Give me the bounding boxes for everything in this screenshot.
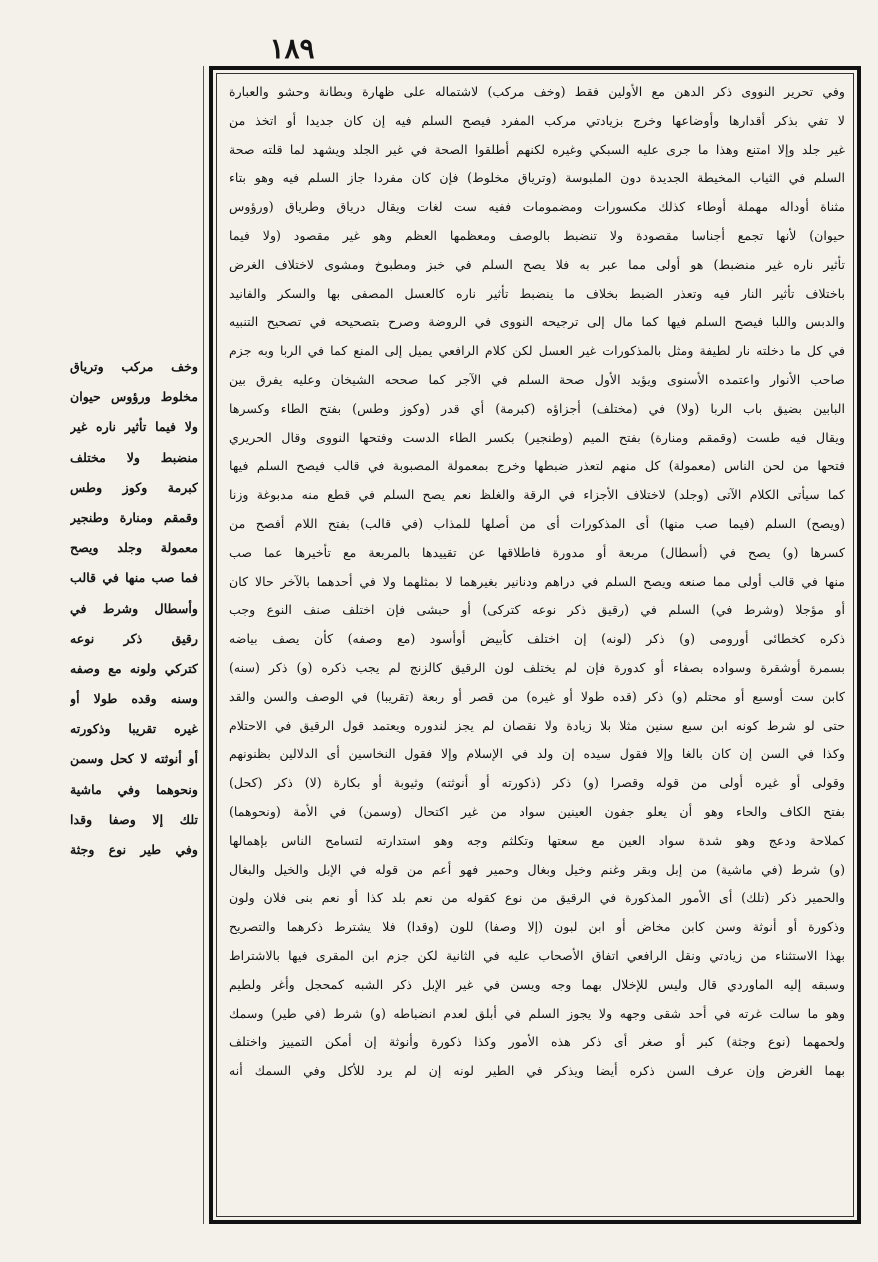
main-text-line: صاحب الأنوار واعتمده الأسنوى ويؤيد الأول صحة السلم في الآجر كما صححه الشيخان وعليه يفرق بين bbox=[229, 371, 845, 387]
main-text-line: السلم في الثياب المخيطة الجديدة دون الملبوسة (وترياق مخلوط) فإن كان مفردا جاز السلم فيه وهو بتاء bbox=[229, 170, 845, 186]
main-text-line: باختلاف تأثير النار فيه وتعذر الضبط بخلاف ما ينضبط تأثير ناره كالعسل المصفى بها والسكر والفانيد bbox=[229, 285, 845, 301]
margin-note-line: معمولة وجلد ويصح bbox=[70, 540, 198, 556]
main-text-line: كما سيأتى الكلام الآتى (وجلد) لاختلاف الأجزاء في الرقة والغلظ نعم يصح السلم في قطع منه مدبوغة وزنا bbox=[229, 487, 845, 503]
margin-note-line: فما صب منها في قالب bbox=[70, 570, 198, 586]
main-text-line: (ويصح) السلم (فيما صب منها) أى المذكورات أى من أصلها للمذاب (في قالب) بفتح اللام أفصح من bbox=[229, 515, 845, 531]
margin-note-line: غيره تقريبا وذكورته bbox=[70, 721, 198, 737]
main-text-line: غير جلد وإلا امتنع وهذا ما جرى عليه السبكي وغيره لكنهم أطلقوا الصحة في غير الجلد ويشهد لما قلته صحة bbox=[229, 141, 845, 157]
page-number: ١٨٩ bbox=[269, 32, 315, 65]
main-text-line: وكذا في السن إن كان بالغا وإلا فقول سيده إن ولد في الإسلام وإلا فقول النخاسين أى الدلالين بظنونهم bbox=[229, 746, 845, 762]
margin-note-line: ونحوهما وفي ماشية bbox=[70, 781, 198, 797]
main-text-line: في كل ما دخلته نار لطيفة ومثل بالمذكورات غير العسل لكن كلام الرافعي يميل إلى المنع كما في الربا وبه جزم bbox=[229, 343, 845, 359]
main-text-line: مثناة أوداله مهملة أوطاء كذلك مكسورات ومضمومات ففيه ست لغات ويقال درياق وطرياق (ورؤوس bbox=[229, 199, 845, 215]
margin-note-line: كتركي ولونه مع وصفه bbox=[70, 660, 198, 676]
main-text-line: وفي تحرير النووى ذكر الدهن مع الأولين فقط (وخف مركب) لاشتماله على ظهارة وبطانة وحشو والعبارة bbox=[229, 84, 845, 99]
main-text-line: فتحها من لحن الناس (معمولة) كل منهم لتعذر ضبطها وخرج بمعمولة المصبوبة في قالب فيصح السلم فيها bbox=[229, 458, 845, 474]
main-text-line: بهذا الاستثناء من زيادتي ونقل الرافعي اتفاق الأصحاب عليه في الثانية لكن جزم ابن المقرى فيها بالاشتراط bbox=[229, 947, 845, 963]
main-text-line: تأثير ناره غير منضبط) هو أولى مما عبر به فلا يصح السلم في خبز ومطبوخ ومشوى لاختلاف الغرض bbox=[229, 256, 845, 272]
main-text-line: حتى لو شرط كونه ابن سبع سنين مثلا بلا زيادة ولا نقصان لم يجز لندوره ويعتمد قول الرقيق في الاحتلام bbox=[229, 717, 845, 733]
main-text-frame bbox=[209, 66, 861, 1224]
main-text-line: حيوان) لأنها تجمع أجناسا مقصودة ولا تنضبط بالوصف ومعظمها العظم وهو غير مقصود (ولا فيما bbox=[229, 227, 845, 243]
margin-note-line: ولا فيما تأثير ناره غير bbox=[70, 419, 198, 435]
main-text-line: ويقال فيه طست (وقمقم ومنارة) بفتح الميم (وطنجير) بكسر الطاء الدست وفتحها النووى وقال الحريري bbox=[229, 429, 845, 445]
margin-note-line: وأسطال وشرط في bbox=[70, 600, 198, 616]
margin-note-line: كبرمة وكوز وطس bbox=[70, 479, 198, 495]
margin-note-line: مخلوط ورؤوس حيوان bbox=[70, 389, 198, 405]
margin-note-line: وسنه وقده طولا أو bbox=[70, 691, 198, 707]
main-text-block bbox=[229, 78, 845, 1212]
main-text-line: وذكورة أو أنوثة وسن كابن مخاض أو ابن لبون (إلا وصفا) للون (وقدا) فلا يشترط ذكرهما والتصريح bbox=[229, 919, 845, 935]
margin-commentary bbox=[70, 352, 198, 865]
margin-note-line: وخف مركب وترياق bbox=[70, 359, 198, 374]
margin-note-line: وفي طير نوع وجثة bbox=[70, 842, 198, 857]
main-text-line: والدبس واللبا فيصح السلم فيها كما مال إلى ترجيحه النووى في الروضة وصرح بتصحيحه في تصحيح التنبيه bbox=[229, 314, 845, 330]
margin-note-line: تلك إلا وصفا وقدا bbox=[70, 811, 198, 827]
margin-note-line: منضبط ولا مختلف bbox=[70, 449, 198, 465]
margin-note-line: وقمقم ومنارة وطنجير bbox=[70, 509, 198, 525]
main-text-line: ذكره كخطائى أورومى (و) ذكر (لونه) إن اختلف كأبيض أوأسود (مع وصفه) كأن يصف بياضه bbox=[229, 631, 845, 647]
main-text-line: أو مؤجلا (وشرط في) السلم في (رقيق ذكر نوعه كتركى) أو حبشى فإن اختلف صنف النوع وجب bbox=[229, 602, 845, 618]
main-text-line: كابن ست أوسبع أو محتلم (و) ذكر (قده طولا أو غيره) من قصر أو ربعة (تقريبا) في الوصف والسن والقد bbox=[229, 688, 845, 704]
margin-divider bbox=[203, 66, 204, 1224]
main-text-line: البابين بضيق باب الربا (ولا) في (مختلف) أجزاؤه (كبرمة) أي قدر (وكوز وطس) بفتح الطاء وكسرها bbox=[229, 400, 845, 416]
main-text-line: والحمير ذكر (تلك) أى الأمور المذكورة في الرقيق من نوع كقوله من نعم بلد كذا أو نعم بنى فلان ولون bbox=[229, 890, 845, 906]
main-text-line: لا تفي بذكر أقدارها وأوضاعها وخرج بزيادتي مركب المفرد فيصح السلم فيه إن كان جديدا أو اتخذ من bbox=[229, 112, 845, 128]
main-text-line: بفتح الكاف والحاء وهو أن يعلو جفون العينين سواد من غير اكتحال (وسمن) في الأمة (ونحوهما) bbox=[229, 803, 845, 819]
main-text-line: بسمرة أوشقرة وسواده بصفاء أو كدورة فإن لم يختلف لون الرقيق كالزنج لم يجب ذكره (و) ذكر (سنه) bbox=[229, 659, 845, 675]
main-text-line: كسرها (و) يصح في (أسطال) مربعة أو مدورة فاطلاقها عن تقييدها بالمربعة مع تأخيرها عما صب bbox=[229, 544, 845, 560]
main-text-line: وهو ما سالت غرته في أحد شقى وجهه ولا يجوز السلم في أبلق لعدم انضباطه (و) شرط (في طير) وسمك bbox=[229, 1005, 845, 1021]
main-text-line: منها في قالب أولى مما صنعه ويصح السلم في دراهم ودنانير بغيرهما لا بمثلهما ولا في أحدهما بالآخر حالا كان bbox=[229, 573, 845, 589]
margin-note-line: أو أنوثته لا كحل وسمن bbox=[70, 751, 198, 767]
margin-note-line: رقيق ذكر نوعه bbox=[70, 630, 198, 646]
main-text-line: بهما الغرض وإن عرف السن ذكره أيضا ويذكر في الطير لونه إن لم يرد للأكل وفي السمك أنه bbox=[229, 1063, 845, 1079]
main-text-line: كملاحة ودعج وهو شدة سواد العين مع سعتها وتكلثم وجه وهو استدارته لتسامح الناس بإهمالها bbox=[229, 832, 845, 848]
main-text-line: وسبقه إليه الماوردي قال وليس للإخلال بهما وجه ويسن في غير الإبل ذكر الشبه كمحجل وأغر ولطيم bbox=[229, 976, 845, 992]
main-text-line: وقولى أو غيره أولى من قوله وقصرا (و) ذكر (ذكورته أو أنوثته) وثيوبة أو بكارة (لا) ذكر (كحل) bbox=[229, 775, 845, 791]
main-text-line: (و) شرط (في ماشية) من إبل وبقر وغنم وخيل وبغال وحمير فهو أعم من قوله في الإبل والخيل والبغال bbox=[229, 861, 845, 877]
main-text-line: ولحمهما (نوع وجثة) كبر أو صغر أى ذكر هذه الأمور وكذا ذكورة وأنوثة إن أمكن التمييز واختلف bbox=[229, 1034, 845, 1050]
